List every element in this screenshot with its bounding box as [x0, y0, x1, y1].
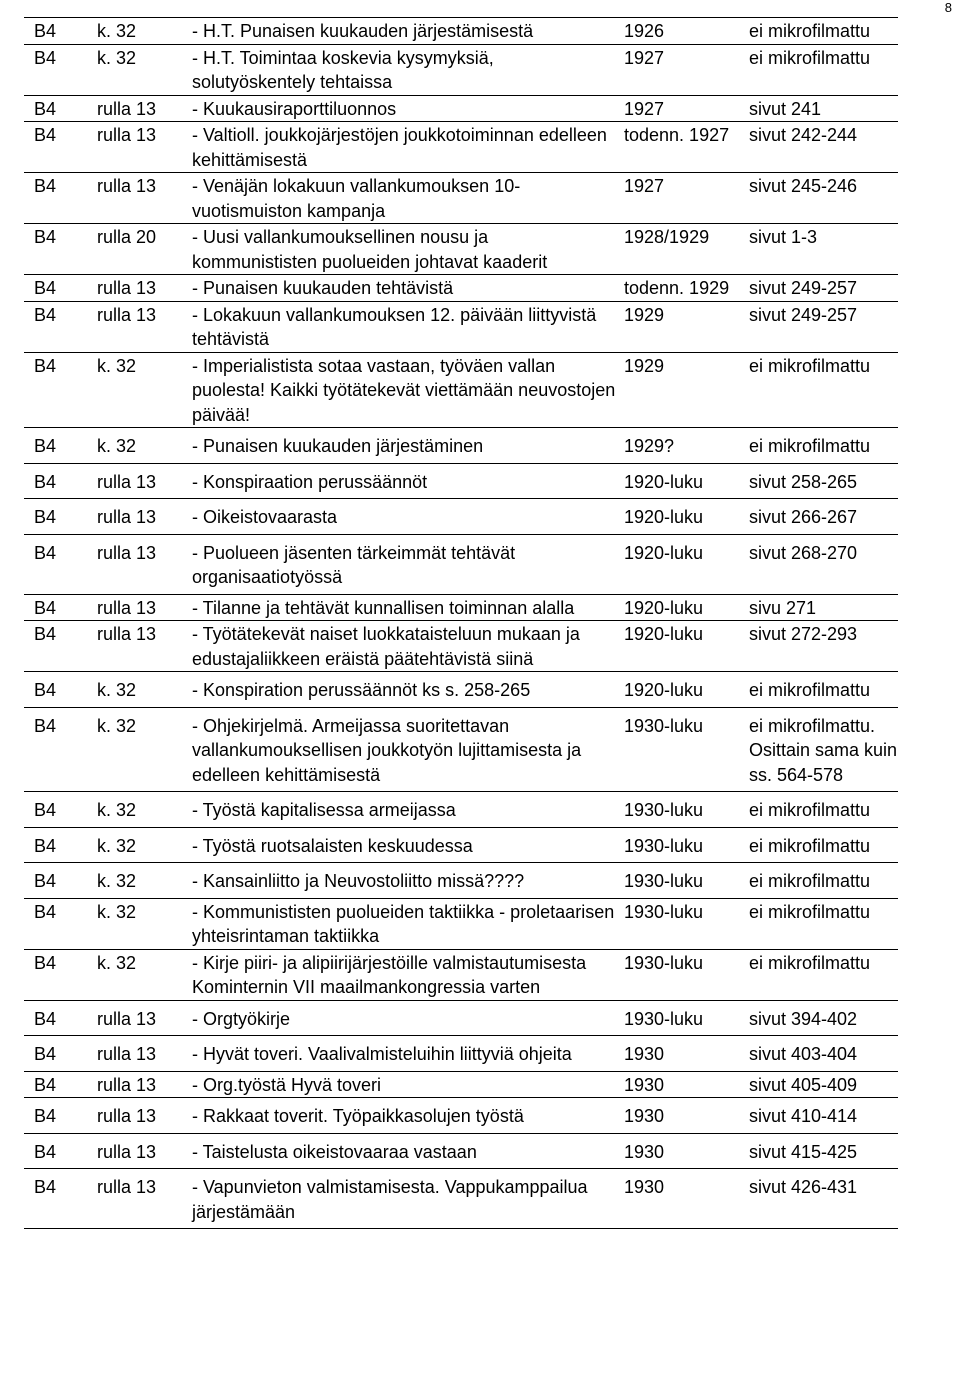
- archive-note-cell: sivut 249-257: [749, 301, 898, 352]
- archive-title-cell: - Kirje piiri- ja alipiirijärjestöille valmistautumisesta Kominternin VII maailmankongressia varten: [192, 949, 624, 1000]
- archive-title-cell: - Vapunvieton valmistamisesta. Vappukamppailua järjestämään: [192, 1169, 624, 1229]
- archive-year-cell: todenn. 1927: [624, 122, 749, 173]
- archive-unit-cell: rulla 13: [97, 122, 192, 173]
- archive-note-cell: sivut 426-431: [749, 1169, 898, 1229]
- archive-box-cell: B4: [24, 352, 97, 428]
- archive-note-cell: sivut 258-265: [749, 463, 898, 499]
- archive-title-cell: - Lokakuun vallankumouksen 12. päivään liittyvistä tehtävistä: [192, 301, 624, 352]
- archive-note-cell: sivut 410-414: [749, 1098, 898, 1134]
- archive-note-cell: sivut 403-404: [749, 1036, 898, 1072]
- archive-row: [24, 301, 898, 352]
- archive-year-cell: 1927: [624, 44, 749, 95]
- archive-unit-cell: k. 32: [97, 898, 192, 949]
- archive-unit-cell: rulla 13: [97, 1071, 192, 1098]
- archive-title-cell: - Työstä ruotsalaisten keskuudessa: [192, 827, 624, 863]
- archive-row: [24, 1098, 898, 1134]
- archive-year-cell: 1926: [624, 18, 749, 45]
- archive-box-cell: B4: [24, 173, 97, 224]
- archive-year-cell: 1920-luku: [624, 594, 749, 621]
- archive-year-cell: 1920-luku: [624, 534, 749, 594]
- archive-title-cell: - Konspiraation perussäännöt: [192, 463, 624, 499]
- archive-box-cell: B4: [24, 1169, 97, 1229]
- archive-unit-cell: rulla 13: [97, 1169, 192, 1229]
- archive-unit-cell: rulla 13: [97, 594, 192, 621]
- archive-box-cell: B4: [24, 534, 97, 594]
- archive-unit-cell: rulla 13: [97, 95, 192, 122]
- archive-row: [24, 594, 898, 621]
- archive-title-cell: - Kommunististen puolueiden taktiikka - proletaarisen yhteisrintaman taktiikka: [192, 898, 624, 949]
- archive-year-cell: 1930-luku: [624, 707, 749, 792]
- archive-note-cell: sivut 405-409: [749, 1071, 898, 1098]
- archive-note-cell: sivut 394-402: [749, 1000, 898, 1036]
- archive-title-cell: - Hyvät toveri. Vaalivalmisteluihin liittyviä ohjeita: [192, 1036, 624, 1072]
- archive-row: [24, 827, 898, 863]
- archive-title-cell: - Työstä kapitalisessa armeijassa: [192, 792, 624, 828]
- archive-box-cell: B4: [24, 301, 97, 352]
- archive-year-cell: 1930-luku: [624, 792, 749, 828]
- archive-row: [24, 352, 898, 428]
- archive-unit-cell: rulla 13: [97, 621, 192, 672]
- archive-box-cell: B4: [24, 1036, 97, 1072]
- archive-title-cell: - Taistelusta oikeistovaaraa vastaan: [192, 1133, 624, 1169]
- archive-year-cell: 1920-luku: [624, 621, 749, 672]
- archive-row: [24, 1000, 898, 1036]
- archive-row: [24, 949, 898, 1000]
- archive-note-cell: sivut 242-244: [749, 122, 898, 173]
- archive-box-cell: B4: [24, 275, 97, 302]
- archive-row: [24, 534, 898, 594]
- archive-year-cell: 1927: [624, 173, 749, 224]
- archive-row: [24, 463, 898, 499]
- archive-unit-cell: k. 32: [97, 44, 192, 95]
- archive-note-cell: ei mikrofilmattu: [749, 949, 898, 1000]
- archive-unit-cell: rulla 13: [97, 1000, 192, 1036]
- archive-unit-cell: rulla 13: [97, 1036, 192, 1072]
- archive-row: [24, 898, 898, 949]
- archive-note-cell: ei mikrofilmattu: [749, 898, 898, 949]
- archive-year-cell: 1930: [624, 1036, 749, 1072]
- archive-box-cell: B4: [24, 224, 97, 275]
- archive-year-cell: 1930-luku: [624, 827, 749, 863]
- archive-row: [24, 122, 898, 173]
- archive-box-cell: B4: [24, 792, 97, 828]
- archive-box-cell: B4: [24, 707, 97, 792]
- archive-row: [24, 224, 898, 275]
- archive-row: [24, 707, 898, 792]
- archive-box-cell: B4: [24, 428, 97, 464]
- archive-box-cell: B4: [24, 594, 97, 621]
- archive-year-cell: 1930-luku: [624, 898, 749, 949]
- archive-year-cell: 1927: [624, 95, 749, 122]
- archive-box-cell: B4: [24, 1098, 97, 1134]
- archive-box-cell: B4: [24, 863, 97, 899]
- archive-year-cell: 1930: [624, 1098, 749, 1134]
- archive-row: [24, 863, 898, 899]
- archive-title-cell: - Oikeistovaarasta: [192, 499, 624, 535]
- archive-box-cell: B4: [24, 463, 97, 499]
- archive-row: [24, 1169, 898, 1229]
- archive-box-cell: B4: [24, 18, 97, 45]
- archive-unit-cell: k. 32: [97, 352, 192, 428]
- archive-year-cell: 1930: [624, 1071, 749, 1098]
- archive-note-cell: ei mikrofilmattu: [749, 672, 898, 708]
- archive-note-cell: sivut 268-270: [749, 534, 898, 594]
- archive-row: [24, 18, 898, 45]
- archive-note-cell: ei mikrofilmattu. Osittain sama kuin ss. 564-578: [749, 707, 898, 792]
- archive-note-cell: ei mikrofilmattu: [749, 428, 898, 464]
- archive-unit-cell: k. 32: [97, 792, 192, 828]
- archive-box-cell: B4: [24, 1071, 97, 1098]
- archive-title-cell: - H.T. Punaisen kuukauden järjestämisestä: [192, 18, 624, 45]
- archive-unit-cell: k. 32: [97, 949, 192, 1000]
- archive-unit-cell: rulla 13: [97, 534, 192, 594]
- archive-title-cell: - Punaisen kuukauden järjestäminen: [192, 428, 624, 464]
- archive-unit-cell: rulla 13: [97, 1098, 192, 1134]
- archive-note-cell: sivut 241: [749, 95, 898, 122]
- archive-note-cell: ei mikrofilmattu: [749, 352, 898, 428]
- archive-title-cell: - Venäjän lokakuun vallankumouksen 10-vuotismuiston kampanja: [192, 173, 624, 224]
- archive-list-table: [24, 17, 898, 1229]
- archive-title-cell: - Puolueen jäsenten tärkeimmät tehtävät organisaatiotyössä: [192, 534, 624, 594]
- archive-note-cell: ei mikrofilmattu: [749, 863, 898, 899]
- archive-row: [24, 1036, 898, 1072]
- archive-note-cell: sivut 245-246: [749, 173, 898, 224]
- archive-title-cell: - Työtätekevät naiset luokkataisteluun mukaan ja edustajaliikkeen eräistä päätehtävistä siinä: [192, 621, 624, 672]
- archive-note-cell: sivut 1-3: [749, 224, 898, 275]
- archive-note-cell: sivut 249-257: [749, 275, 898, 302]
- archive-unit-cell: rulla 13: [97, 1133, 192, 1169]
- archive-row: [24, 1133, 898, 1169]
- archive-row: [24, 275, 898, 302]
- archive-box-cell: B4: [24, 672, 97, 708]
- archive-note-cell: ei mikrofilmattu: [749, 18, 898, 45]
- archive-note-cell: sivut 272-293: [749, 621, 898, 672]
- archive-year-cell: 1930-luku: [624, 1000, 749, 1036]
- archive-unit-cell: rulla 20: [97, 224, 192, 275]
- archive-unit-cell: rulla 13: [97, 463, 192, 499]
- archive-box-cell: B4: [24, 1000, 97, 1036]
- archive-unit-cell: k. 32: [97, 863, 192, 899]
- archive-title-cell: - Ohjekirjelmä. Armeijassa suoritettavan vallankumouksellisen joukkotyön lujittamisesta ja edelleen kehittämisestä: [192, 707, 624, 792]
- archive-year-cell: 1930-luku: [624, 863, 749, 899]
- archive-note-cell: sivu 271: [749, 594, 898, 621]
- archive-unit-cell: k. 32: [97, 18, 192, 45]
- archive-year-cell: 1920-luku: [624, 463, 749, 499]
- archive-title-cell: - Uusi vallankumouksellinen nousu ja kommunististen puolueiden johtavat kaaderit: [192, 224, 624, 275]
- archive-title-cell: - H.T. Toimintaa koskevia kysymyksiä, solutyöskentely tehtaissa: [192, 44, 624, 95]
- archive-box-cell: B4: [24, 499, 97, 535]
- archive-title-cell: - Konspiration perussäännöt ks s. 258-265: [192, 672, 624, 708]
- archive-title-cell: - Punaisen kuukauden tehtävistä: [192, 275, 624, 302]
- archive-year-cell: 1920-luku: [624, 499, 749, 535]
- archive-unit-cell: k. 32: [97, 672, 192, 708]
- archive-unit-cell: rulla 13: [97, 275, 192, 302]
- archive-list-body: [24, 18, 898, 1229]
- archive-title-cell: - Rakkaat toverit. Työpaikkasolujen työstä: [192, 1098, 624, 1134]
- archive-row: [24, 95, 898, 122]
- archive-year-cell: 1930: [624, 1133, 749, 1169]
- archive-box-cell: B4: [24, 827, 97, 863]
- archive-unit-cell: rulla 13: [97, 301, 192, 352]
- archive-title-cell: - Kansainliitto ja Neuvostoliitto missä????: [192, 863, 624, 899]
- archive-box-cell: B4: [24, 122, 97, 173]
- archive-year-cell: todenn. 1929: [624, 275, 749, 302]
- archive-note-cell: ei mikrofilmattu: [749, 44, 898, 95]
- archive-year-cell: 1929: [624, 301, 749, 352]
- page-number: 8: [944, 0, 952, 15]
- archive-unit-cell: k. 32: [97, 428, 192, 464]
- archive-unit-cell: rulla 13: [97, 499, 192, 535]
- archive-year-cell: 1929?: [624, 428, 749, 464]
- archive-row: [24, 792, 898, 828]
- archive-row: [24, 44, 898, 95]
- archive-year-cell: 1930-luku: [624, 949, 749, 1000]
- archive-year-cell: 1929: [624, 352, 749, 428]
- archive-note-cell: sivut 266-267: [749, 499, 898, 535]
- archive-box-cell: B4: [24, 95, 97, 122]
- archive-year-cell: 1928/1929: [624, 224, 749, 275]
- archive-title-cell: - Imperialistista sotaa vastaan, työväen vallan puolesta! Kaikki työtätekevät viettämään neuvostojen päivää!: [192, 352, 624, 428]
- archive-title-cell: - Tilanne ja tehtävät kunnallisen toiminnan alalla: [192, 594, 624, 621]
- archive-title-cell: - Orgtyökirje: [192, 1000, 624, 1036]
- archive-year-cell: 1930: [624, 1169, 749, 1229]
- archive-box-cell: B4: [24, 621, 97, 672]
- archive-year-cell: 1920-luku: [624, 672, 749, 708]
- archive-box-cell: B4: [24, 1133, 97, 1169]
- archive-unit-cell: rulla 13: [97, 173, 192, 224]
- archive-row: [24, 428, 898, 464]
- archive-unit-cell: k. 32: [97, 707, 192, 792]
- archive-note-cell: sivut 415-425: [749, 1133, 898, 1169]
- archive-note-cell: ei mikrofilmattu: [749, 792, 898, 828]
- archive-unit-cell: k. 32: [97, 827, 192, 863]
- archive-row: [24, 173, 898, 224]
- archive-title-cell: - Kuukausiraporttiluonnos: [192, 95, 624, 122]
- archive-note-cell: ei mikrofilmattu: [749, 827, 898, 863]
- archive-row: [24, 499, 898, 535]
- archive-box-cell: B4: [24, 44, 97, 95]
- archive-row: [24, 1071, 898, 1098]
- archive-title-cell: - Valtioll. joukkojärjestöjen joukkotoiminnan edelleen kehittämisestä: [192, 122, 624, 173]
- archive-row: [24, 672, 898, 708]
- archive-row: [24, 621, 898, 672]
- archive-box-cell: B4: [24, 949, 97, 1000]
- archive-box-cell: B4: [24, 898, 97, 949]
- archive-title-cell: - Org.työstä Hyvä toveri: [192, 1071, 624, 1098]
